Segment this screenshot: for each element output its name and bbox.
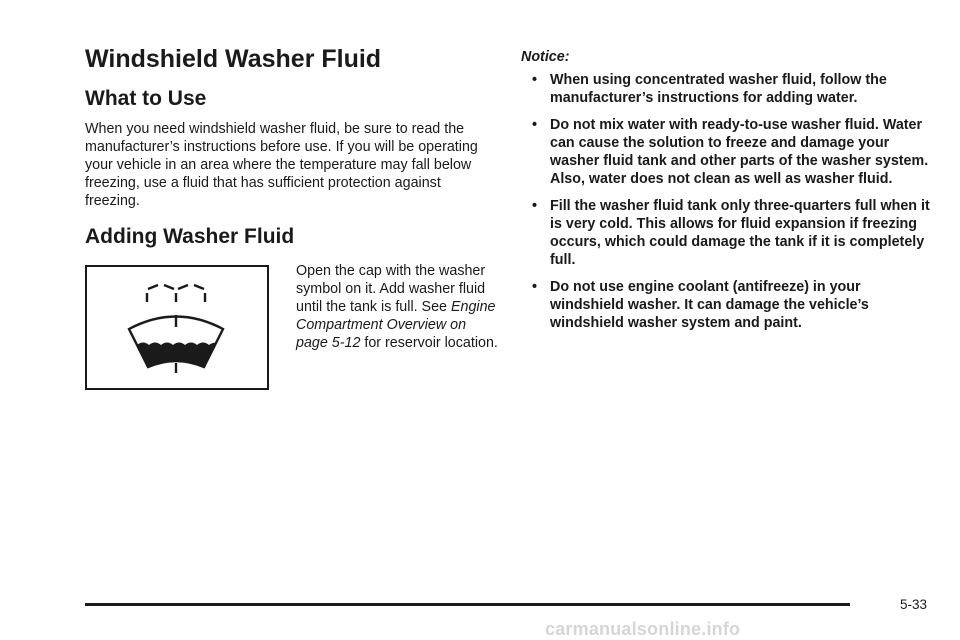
adding-washer-fluid-paragraph [296, 262, 501, 352]
left-column [85, 44, 498, 351]
bullet: • [532, 72, 538, 88]
bullet: • [532, 279, 538, 295]
what-to-use-heading: What to Use [85, 87, 207, 110]
notice-item [521, 197, 931, 269]
right-column [521, 48, 931, 332]
page-title: Windshield Washer Fluid [85, 45, 382, 73]
notice-item [521, 278, 931, 332]
what-to-use-paragraph: When you need windshield washer fluid, be sure to read the manufacturer’s instructions before use. If you will be operating your vehicle in an area where the temperature may fall below freezing, use a fluid that has sufficient protection against freezing. [85, 121, 478, 209]
notice-list [521, 71, 931, 332]
adding-washer-fluid-heading: Adding Washer Fluid [85, 225, 295, 248]
bullet: • [532, 198, 538, 214]
notice-item-text: When using concentrated washer fluid, follow the manufacturer’s instructions for adding water. [550, 72, 887, 106]
adding-text-end: for reservoir location. [360, 335, 498, 351]
notice-item-text: Do not mix water with ready-to-use washer fluid. Water can cause the solution to freeze and damage your washer fluid tank and other parts of the washer system. Also, water does not clean as well as washer fluid. [550, 117, 929, 187]
bullet: • [532, 117, 538, 133]
windshield-washer-icon [87, 267, 267, 388]
footer-rule [85, 603, 850, 606]
notice-item-text: Fill the washer fluid tank only three-quarters full when it is very cold. This allows for fluid expansion if freezing occurs, which could damage the tank if it is completely full. [550, 198, 930, 268]
notice-item-text: Do not use engine coolant (antifreeze) in your windshield washer. It can damage the vehicle’s windshield washer system and paint. [550, 279, 869, 331]
page-number: 5-33 [900, 597, 928, 612]
washer-symbol-box [85, 265, 269, 390]
engine-compartment-reference: Engine Compartment Overview on page 5-12 [296, 299, 496, 351]
notice-label: Notice: [521, 49, 570, 65]
adding-text-start: Open the cap with the washer symbol on it. Add washer fluid until the tank is full. See [296, 263, 486, 315]
watermark: carmanualsonline.info [545, 619, 741, 639]
notice-item [521, 71, 931, 107]
notice-item [521, 116, 931, 188]
